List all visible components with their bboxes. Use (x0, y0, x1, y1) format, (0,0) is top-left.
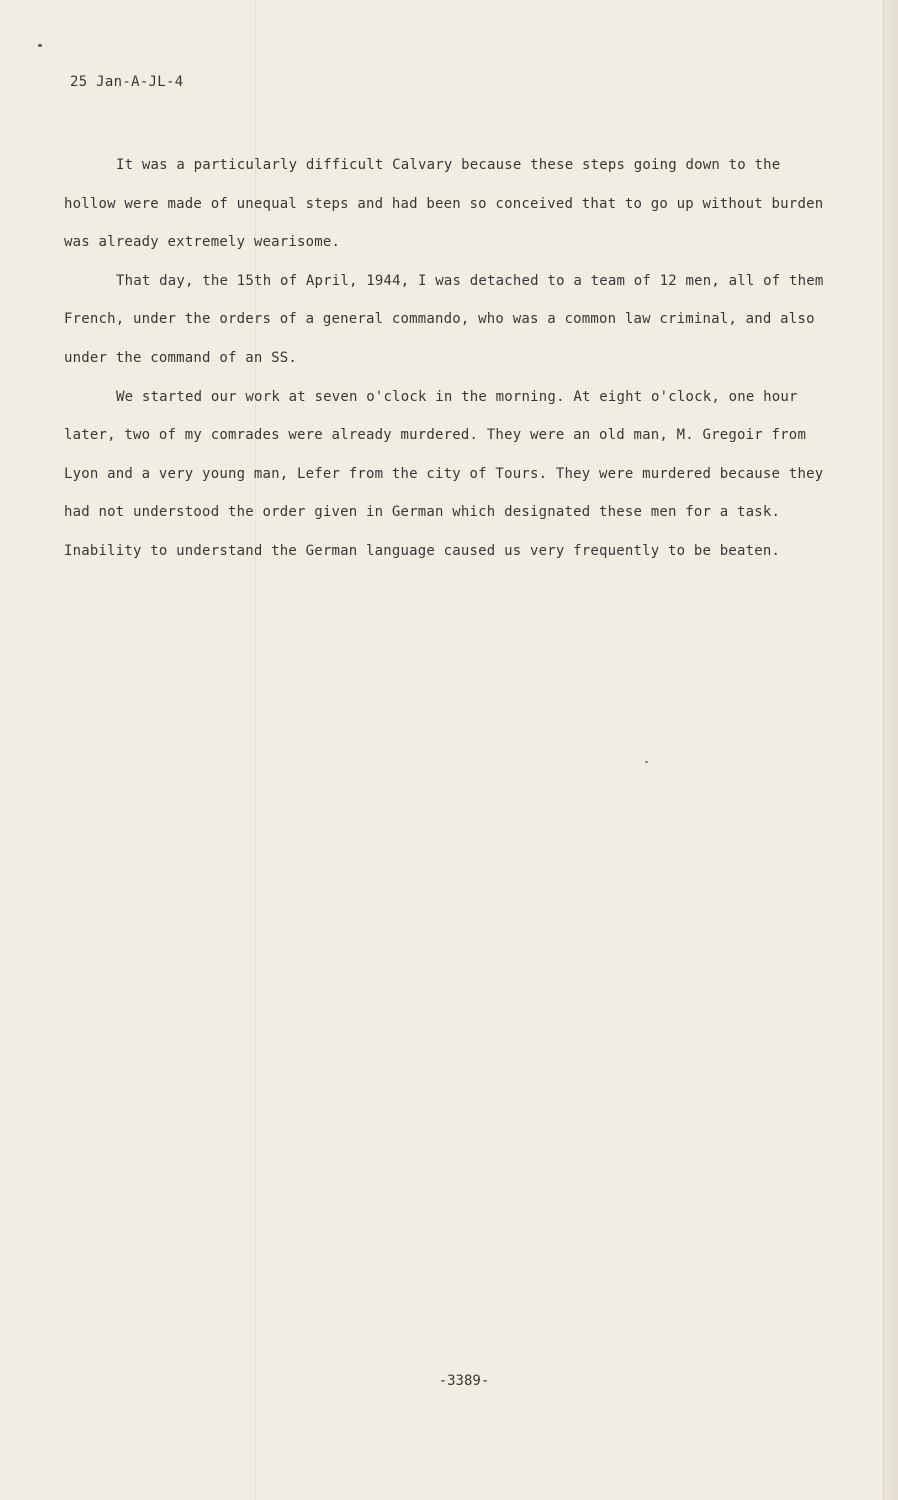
paragraph-3: We started our work at seven o'clock in the morning. At eight o'clock, one hour later, two of my comrades were already murdered. They were an old man, M. Gregoir from Lyon and a very young man, Lefer from the city of Tours. They were murdered because they had not understood the order given in German which designated these men for a task. Inability to understand the German language caused us very frequently to be beaten. (64, 388, 824, 559)
document-reference: 25 Jan-A-JL-4 (70, 74, 184, 90)
paragraph-2: That day, the 15th of April, 1944, I was detached to a team of 12 men, all of them French, under the orders of a general commando, who was a common law criminal, and also under the command of an SS. (64, 272, 824, 366)
document-body (64, 146, 824, 571)
ink-mark (38, 44, 42, 47)
paragraph-1: It was a particularly difficult Calvary because these steps going down to the hollow were made of unequal steps and had been so conceived that to go up without burden was already extremely wearisome. (64, 157, 824, 251)
page-number: -3389- (438, 1373, 490, 1389)
page-edge (883, 0, 898, 1500)
paper-speck (645, 761, 648, 763)
